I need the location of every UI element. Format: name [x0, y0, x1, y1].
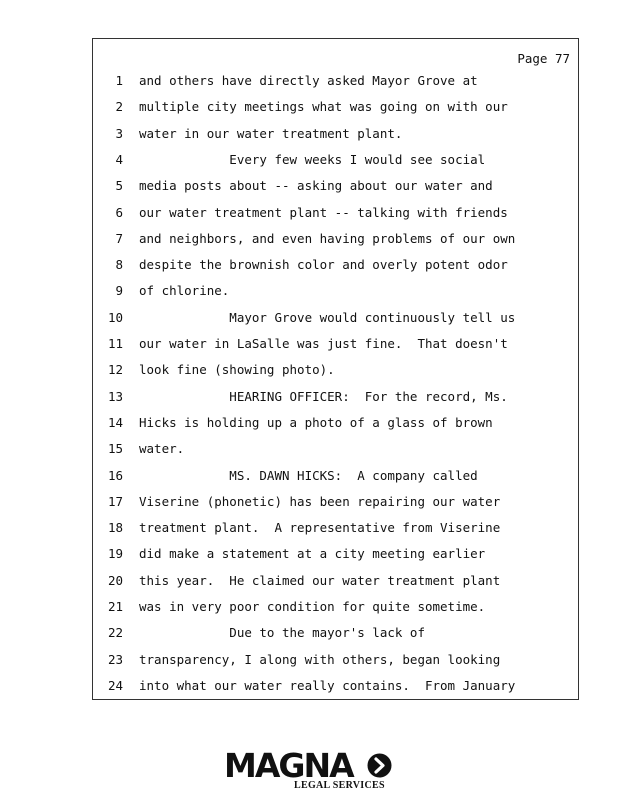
page-number: Page 77	[517, 51, 570, 66]
line-number: 1	[115, 73, 123, 88]
line-text: look fine (showing photo).	[139, 362, 335, 378]
line-text: was in very poor condition for quite sometime.	[139, 599, 486, 614]
line-text: did make a statement at a city meeting earlier	[139, 546, 486, 562]
line-number: 8	[115, 257, 123, 273]
line-number: 13	[107, 388, 123, 404]
line-text: water in our water treatment plant.	[139, 125, 403, 141]
line-text: of chlorine.	[139, 283, 230, 299]
line-text: our water in LaSalle was just fine. That doesn't	[139, 336, 508, 351]
transcript-page	[92, 38, 579, 700]
line-number: 24	[107, 677, 123, 693]
line-text: despite the brownish color and overly potent odor	[139, 257, 508, 273]
line-text: and others have directly asked Mayor Grove at	[139, 73, 478, 88]
line-text: transparency, I along with others, began looking	[139, 651, 501, 667]
line-text: HEARING OFFICER: For the record, Ms.	[139, 388, 508, 404]
line-text: Viserine (phonetic) has been repairing our water	[139, 493, 501, 509]
logo-wordmark: MAGNA	[224, 746, 353, 785]
line-number: 14	[107, 414, 123, 430]
line-number: 9	[115, 283, 123, 299]
line-number: 16	[107, 467, 123, 483]
line-number: 20	[107, 572, 123, 588]
line-text: media posts about -- asking about our water and	[139, 178, 493, 194]
line-number: 15	[107, 441, 123, 457]
line-text: treatment plant. A representative from Viserine	[139, 520, 501, 536]
line-text: into what our water really contains. From January	[139, 677, 516, 693]
line-number: 4	[115, 151, 123, 167]
line-text: Mayor Grove would continuously tell us	[139, 309, 516, 325]
line-text: multiple city meetings what was going on with our	[139, 99, 508, 115]
line-number: 23	[107, 651, 123, 667]
line-text: this year. He claimed our water treatment plant	[139, 572, 501, 588]
line-number: 7	[115, 230, 123, 246]
line-text: Every few weeks I would see social	[139, 151, 486, 167]
logo-subtitle: LEGAL SERVICES	[294, 780, 385, 791]
line-number: 17	[107, 493, 123, 509]
line-number: 12	[107, 362, 123, 378]
line-number: 11	[107, 336, 123, 351]
line-number: 22	[107, 625, 123, 641]
chevron-right-circle-icon	[367, 753, 392, 778]
line-number: 5	[115, 178, 123, 194]
line-text: Hicks is holding up a photo of a glass of brown	[139, 414, 493, 430]
line-text: MS. DAWN HICKS: A company called	[139, 467, 478, 483]
line-number: 6	[115, 204, 123, 220]
line-text: and neighbors, and even having problems of our own	[139, 230, 516, 246]
line-number: 19	[107, 546, 123, 562]
line-number: 21	[107, 599, 123, 614]
line-number: 2	[115, 99, 123, 115]
line-number: 3	[115, 125, 123, 141]
line-number: 10	[107, 309, 123, 325]
line-text: water.	[139, 441, 185, 457]
line-text: Due to the mayor's lack of	[139, 625, 425, 641]
magna-logo	[222, 748, 397, 792]
line-text: our water treatment plant -- talking with friends	[139, 204, 508, 220]
line-number: 18	[107, 520, 123, 536]
